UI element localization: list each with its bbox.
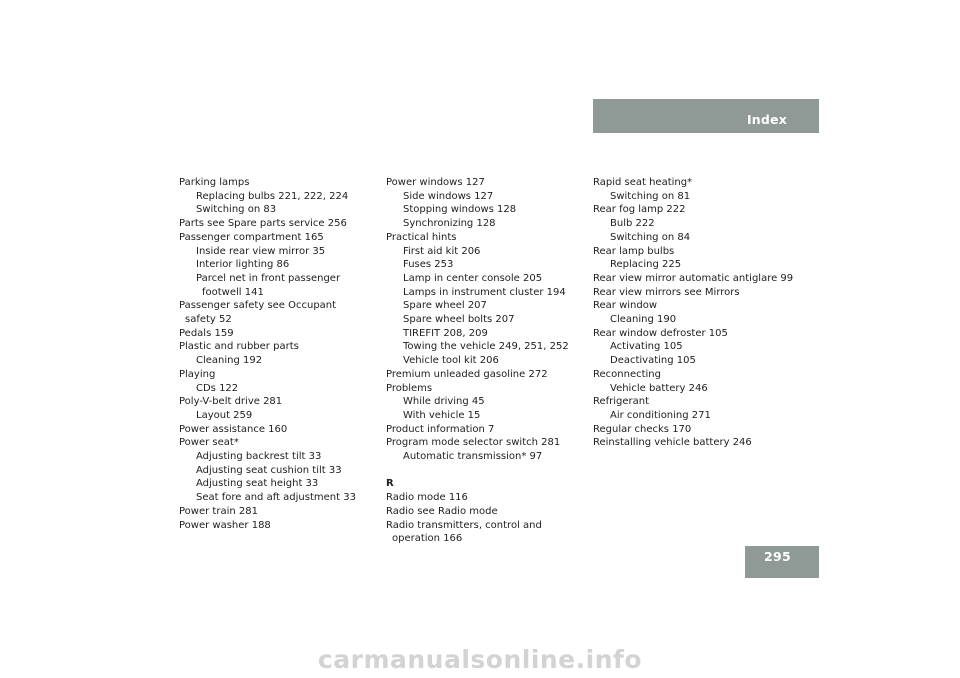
index-subentry: Adjusting backrest tilt 33 [196,451,322,463]
index-subentry: Synchronizing 128 [403,218,496,230]
letter-gap [386,464,569,478]
index-entry: Reconnecting [593,368,661,380]
index-entry: Radio see Radio mode [386,505,498,517]
index-entry: Problems [386,382,433,394]
index-entry: Radio transmitters, control and [386,519,542,531]
index-subentry: Air conditioning 271 [610,409,711,421]
index-entry: Rapid seat heating* [593,177,693,188]
index-subentry: Switching on 84 [610,231,691,243]
index-subentry: Seat fore and aft adjustment 33 [196,492,356,504]
index-subentry: Activating 105 [610,341,683,353]
index-subentry: Side windows 127 [403,190,494,202]
index-subentry: Switching on 83 [196,204,277,216]
index-entry: Rear lamp bulbs [593,245,675,257]
index-subentry: Bulb 222 [610,218,655,230]
index-subentry: Deactivating 105 [610,355,696,367]
index-entry: safety 52 [185,314,232,326]
index-entry: Power train 281 [179,505,258,517]
index-subentry: Automatic transmission* 97 [403,451,543,463]
index-entry: Reinstalling vehicle battery 246 [593,437,752,449]
index-subentry: Spare wheel bolts 207 [403,314,515,326]
page-number-box [745,546,819,578]
index-entry: Premium unleaded gasoline 272 [386,368,548,380]
index-subentry: While driving 45 [403,396,485,408]
index-entry: Rear view mirrors see Mirrors [593,286,740,298]
index-subentry: First aid kit 206 [403,245,481,257]
index-entry: Parking lamps [179,177,250,188]
index-subentry: TIREFIT 208, 209 [403,327,488,339]
section-title: Index [746,112,787,127]
index-subentry: Vehicle battery 246 [610,382,708,394]
index-subentry: Cleaning 190 [610,314,677,326]
index-entry: Product information 7 [386,423,495,435]
index-subentry: CDs 122 [196,382,239,394]
index-subentry: Replacing bulbs 221, 222, 224 [196,190,349,202]
index-entry: Regular checks 170 [593,423,692,435]
index-entry: Rear window defroster 105 [593,327,728,339]
page-number: 295 [764,549,791,564]
index-entry: Rear window [593,300,658,312]
index-subentry: With vehicle 15 [403,409,481,421]
index-entry: Refrigerant [593,396,650,408]
index-subentry: Adjusting seat height 33 [196,478,319,490]
index-entry: Rear fog lamp 222 [593,204,686,216]
index-entry: Playing [179,368,216,380]
index-entry: Power washer 188 [179,519,271,531]
index-entry: Plastic and rubber parts [179,341,299,353]
index-column-3 [593,176,793,450]
index-entry: Rear view mirror automatic antiglare 99 [593,272,794,284]
index-subentry: Lamp in center console 205 [403,272,543,284]
index-entry: Power assistance 160 [179,423,288,435]
index-subentry: Layout 259 [196,409,253,421]
index-subentry: Interior lighting 86 [196,259,290,271]
index-column-2 [386,176,569,546]
index-entry: Pedals 159 [179,327,234,339]
section-header-tab [593,99,819,133]
index-entry: Parts see Spare parts service 256 [179,218,347,230]
index-subentry: Lamps in instrument cluster 194 [403,286,566,298]
index-subentry: Towing the vehicle 249, 251, 252 [403,341,569,353]
index-subentry: Stopping windows 128 [403,204,517,216]
index-entry: Poly-V-belt drive 281 [179,396,283,408]
index-entry: Program mode selector switch 281 [386,437,561,449]
index-subentry: Parcel net in front passenger [196,272,341,284]
index-entry: Passenger compartment 165 [179,231,324,243]
index-subentry: Inside rear view mirror 35 [196,245,326,257]
index-column-1 [179,176,356,532]
index-subentry: Replacing 225 [610,259,682,271]
index-subentry: Fuses 253 [403,259,454,271]
index-letter-heading: R [386,478,394,490]
index-entry: operation 166 [392,533,463,545]
index-entry: Practical hints [386,231,457,243]
index-entry: Passenger safety see Occupant [179,300,337,312]
index-subentry: Switching on 81 [610,190,691,202]
index-entry: Power windows 127 [386,177,485,188]
index-subentry: Vehicle tool kit 206 [403,355,499,367]
index-entry: Radio mode 116 [386,492,468,504]
watermark-text: carmanualsonline.info [317,645,643,674]
index-subentry: Cleaning 192 [196,355,263,367]
index-subentry: Spare wheel 207 [403,300,487,312]
index-subentry: Adjusting seat cushion tilt 33 [196,464,342,476]
index-subentry: footwell 141 [202,286,264,298]
index-entry: Power seat* [179,437,239,449]
